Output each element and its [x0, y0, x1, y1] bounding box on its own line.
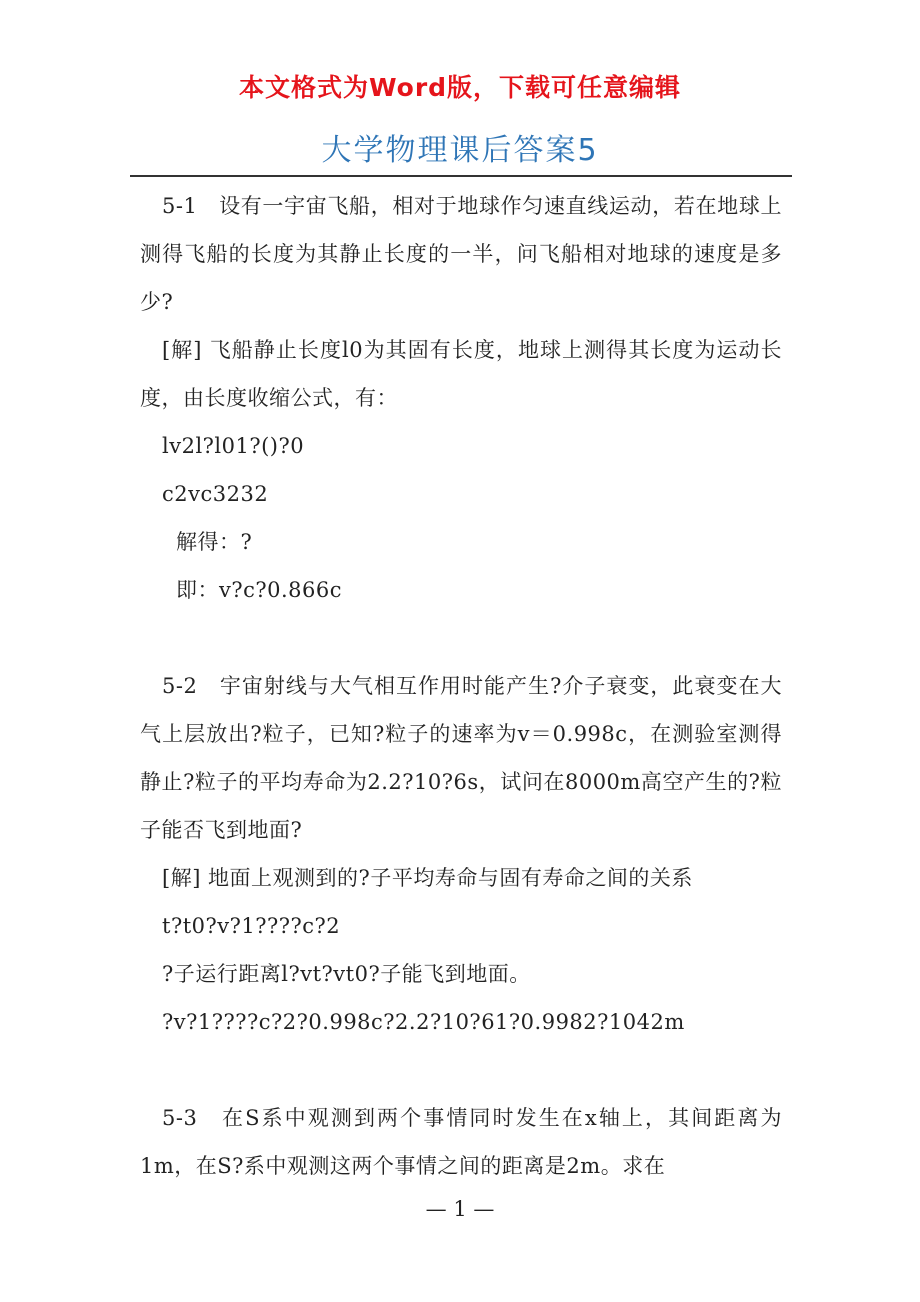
formula-line: c2vc3232: [162, 482, 269, 506]
problem-5-1: 5-1 设有一宇宙飞船，相对于地球作匀速直线运动，若在地球上测得飞船的长度为其静止长度的一半，问飞船相对地球的速度是多少?: [140, 194, 782, 314]
problem-5-2: 5-2 宇宙射线与大气相互作用时能产生?介子衰变，此衰变在大气上层放出?粒子，已知?粒子的速率为v＝0.998c，在测验室测得静止?粒子的平均寿命为2.2?10?6s，试问在8000m高空产生的?粒子能否飞到地面?: [140, 674, 782, 842]
formula-line: ?v?1????c?2?0.998c?2.2?10?61?0.9982?1042m: [162, 1010, 685, 1034]
download-banner: 本文格式为Word版，下载可任意编辑: [238, 73, 682, 102]
solution-5-2: [解] 地面上观测到的?子平均寿命与固有寿命之间的关系: [162, 866, 693, 890]
formula-line: t?t0?v?1????c?2: [162, 914, 341, 938]
paragraph-gap: [140, 614, 782, 662]
result-line: 解得：?: [176, 530, 253, 554]
page-number: — 1 —: [425, 1197, 495, 1221]
formula-line: lv2l?l01?()?0: [162, 434, 305, 458]
title-divider: [130, 175, 792, 177]
page-title: 大学物理课后答案5: [321, 133, 599, 168]
problem-5-3: 5-3 在S系中观测到两个事情同时发生在x轴上，其间距离为1m，在S?系中观测这两个事情之间的距离是2m。求在: [140, 1106, 782, 1178]
result-line: 即：v?c?0.866c: [176, 578, 343, 602]
paragraph-gap: [140, 1046, 782, 1094]
formula-line: ?子运行距离l?vt?vt0?子能飞到地面。: [162, 962, 531, 986]
solution-5-1: [解] 飞船静止长度l0为其固有长度，地球上测得其长度为运动长度，由长度收缩公式，有：: [140, 338, 782, 410]
document-body: [140, 182, 782, 1190]
